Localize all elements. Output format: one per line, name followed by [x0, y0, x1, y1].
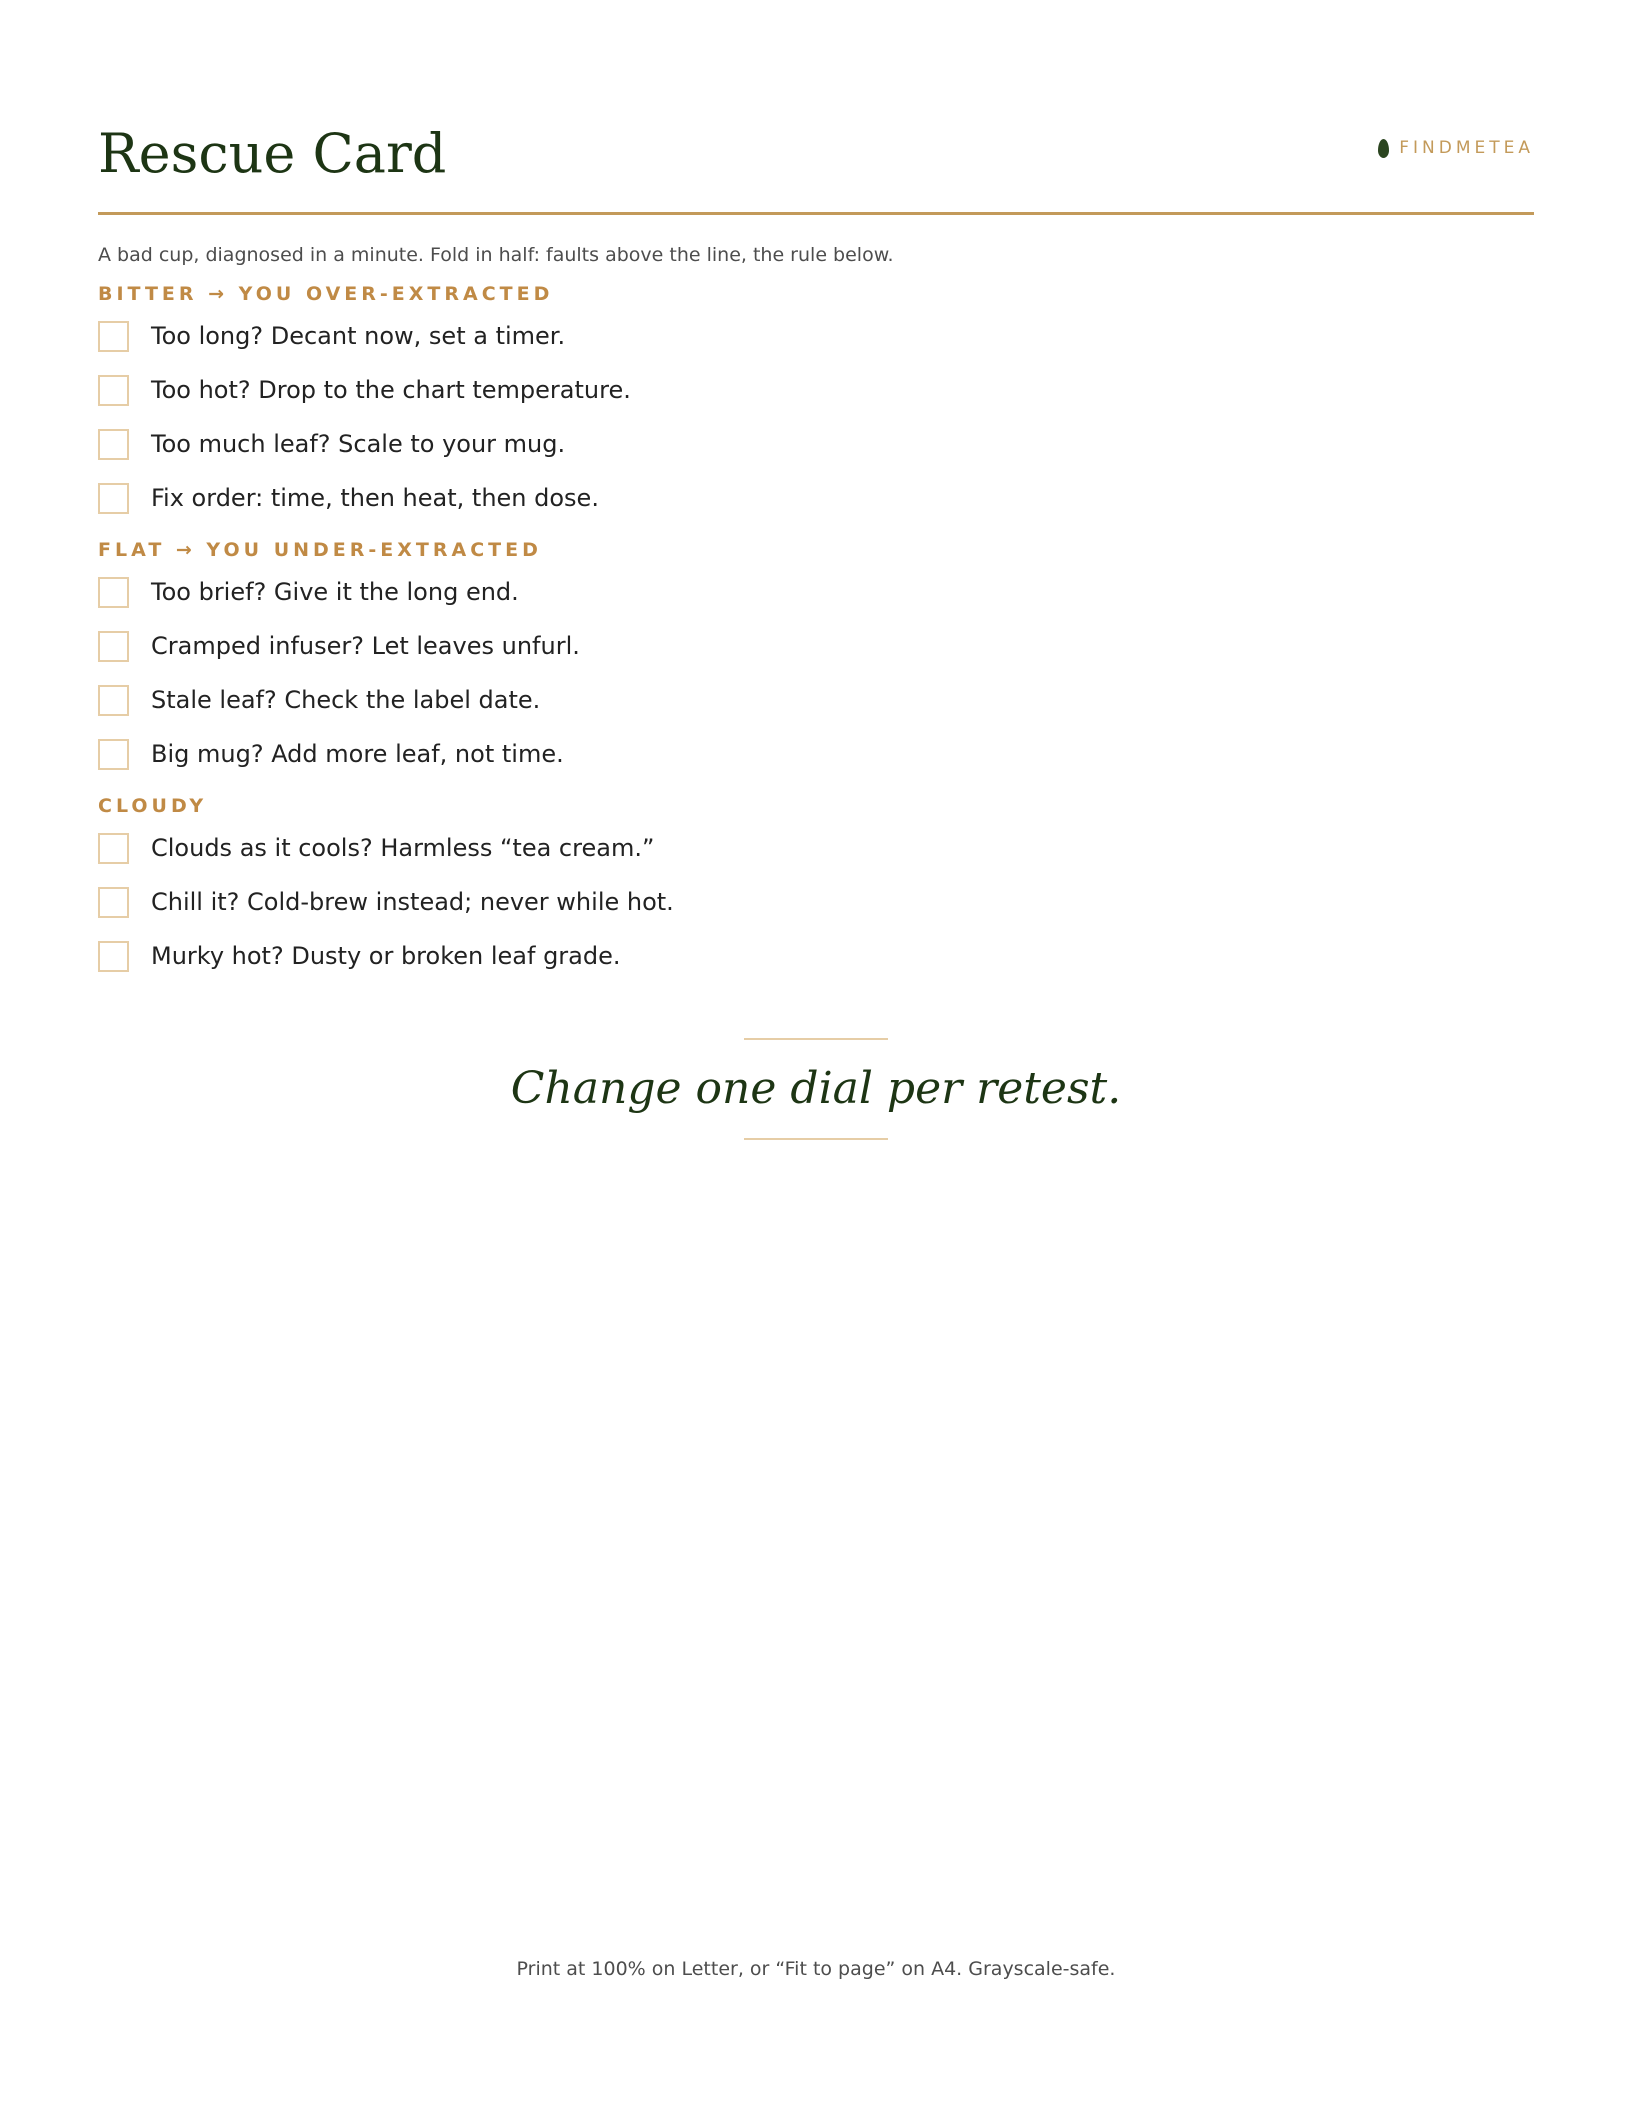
checkbox[interactable]: [98, 483, 129, 514]
checkbox[interactable]: [98, 577, 129, 608]
checklist: [98, 565, 1534, 781]
checklist-item-label: Big mug? Add more leaf, not time.: [151, 740, 564, 768]
section-flat: [98, 535, 1534, 781]
brand: [1378, 138, 1534, 158]
checkbox[interactable]: [98, 631, 129, 662]
checklist-item-label: Stale leaf? Check the label date.: [151, 686, 541, 714]
checkbox[interactable]: [98, 429, 129, 460]
checkbox[interactable]: [98, 321, 129, 352]
checklist-item: [98, 619, 1534, 673]
checklist-item-label: Too brief? Give it the long end.: [151, 578, 519, 606]
checklist: [98, 309, 1534, 525]
checkbox[interactable]: [98, 375, 129, 406]
checklist-item: [98, 565, 1534, 619]
rule-text: Change one dial per retest.: [510, 1063, 1122, 1114]
section-heading: BITTER → YOU OVER-EXTRACTED: [98, 283, 554, 305]
checklist: [98, 821, 1534, 983]
checkbox[interactable]: [98, 685, 129, 716]
checklist-item-label: Too long? Decant now, set a timer.: [151, 322, 566, 350]
checklist-item: [98, 417, 1534, 471]
checkbox[interactable]: [98, 941, 129, 972]
header: [98, 118, 1534, 215]
checklist-item-label: Chill it? Cold-brew instead; never while hot.: [151, 888, 674, 916]
checkbox[interactable]: [98, 739, 129, 770]
divider: [744, 1038, 888, 1040]
checklist-item: [98, 821, 1534, 875]
checklist-item: [98, 471, 1534, 525]
rule-block: [98, 1038, 1534, 1148]
checkbox[interactable]: [98, 833, 129, 864]
rescue-card-page: [98, 0, 1534, 2112]
page-title: Rescue Card: [98, 122, 447, 185]
checklist-item: [98, 309, 1534, 363]
checklist-item: [98, 929, 1534, 983]
checklist-item-label: Murky hot? Dusty or broken leaf grade.: [151, 942, 621, 970]
intro-text: A bad cup, diagnosed in a minute. Fold in half: faults above the line, the rule below.: [98, 244, 894, 266]
checklist-item: [98, 727, 1534, 781]
checklist-item-label: Fix order: time, then heat, then dose.: [151, 484, 599, 512]
checklist-item-label: Too much leaf? Scale to your mug.: [151, 430, 566, 458]
checklist-item-label: Cramped infuser? Let leaves unfurl.: [151, 632, 580, 660]
checklist-item: [98, 363, 1534, 417]
section-heading: CLOUDY: [98, 795, 208, 817]
section-cloudy: [98, 791, 1534, 983]
brand-name: FINDMETEA: [1399, 138, 1534, 158]
checklist-item-label: Clouds as it cools? Harmless “tea cream.”: [151, 834, 655, 862]
section-heading: FLAT → YOU UNDER-EXTRACTED: [98, 539, 542, 561]
section-bitter: [98, 279, 1534, 525]
checklist-item: [98, 673, 1534, 727]
divider: [744, 1138, 888, 1140]
leaf-icon: [1378, 139, 1389, 158]
checklist-item: [98, 875, 1534, 929]
footer-note: Print at 100% on Letter, or “Fit to page” on A4. Grayscale-safe.: [516, 1958, 1116, 1980]
checkbox[interactable]: [98, 887, 129, 918]
checklist-item-label: Too hot? Drop to the chart temperature.: [151, 376, 631, 404]
